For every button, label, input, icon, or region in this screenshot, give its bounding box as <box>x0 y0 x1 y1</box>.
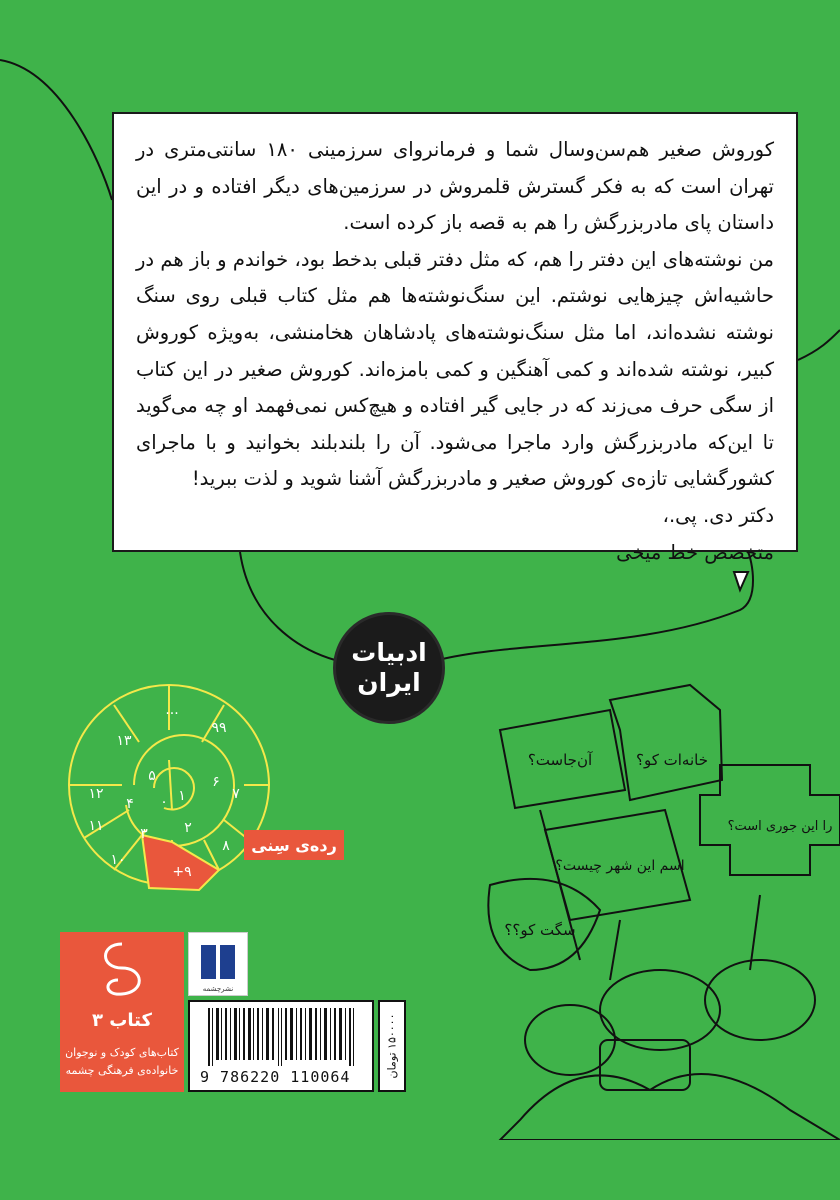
bubble-5: سگت کو؟؟ <box>504 921 576 939</box>
age-outer-10: ۱۰ <box>110 852 126 868</box>
blurb-paragraph-2: من نوشته‌های این دفتر را هم، که مثل دفتر قبلی بدخط بود، خواندم و باز هم در حاشیه‌اش چیزهایی نوشتم. این سنگ‌نوشته‌ها هم مثل کتاب قبلی روی سنگ نوشته نشده‌اند، اما مثل سنگ‌نوشته‌های پادشاهان هخامنشی، به‌ویژه کوروش کبیر، نوشته شده‌اند و کمی آهنگین و کمی بامزه‌اند. کوروش صغیر در این کتاب از سگی حرف می‌زند که در جایی گیر افتاده و هیچ‌کس نمی‌فهمد او چه می‌گوید تا این‌که مادربزرگش وارد ماجرا می‌شود. آن را بلندبلند بخوانید و با ماجرای کشورگشایی تازه‌ی کوروش صغیر و مادربزرگش آشنا شوید و لذت ببرید! <box>136 247 774 491</box>
isbn-number: 9 786220 110064 <box>200 1068 351 1086</box>
children-illustration <box>460 670 840 1140</box>
age-outer-13: ۱۳ <box>116 733 132 749</box>
age-outer-99: ۹۹ <box>211 720 227 736</box>
bubble-3: اسم این شهر چیست؟ <box>555 858 685 874</box>
age-inner-0: ۰ <box>160 794 168 810</box>
age-outer-7: ۷ <box>232 786 240 802</box>
bubble-2: خانه‌ات کو؟ <box>636 751 708 769</box>
bubble-4: را این جوری است؟ <box>727 819 833 834</box>
age-inner-1: ۱ <box>178 788 186 804</box>
age-range-label: رده‌ی سِنی <box>244 830 344 860</box>
age-outer-9plus: +۹ <box>172 864 192 880</box>
price-box <box>378 1000 406 1092</box>
imprint-brand: کتاب ۳ <box>92 1010 152 1031</box>
back-cover-blurb <box>112 112 798 564</box>
bubble-1: آن‌جاست؟ <box>527 751 593 769</box>
age-outer-11: ۱۱ <box>88 818 104 834</box>
signature-title: متخصص خط میخی <box>616 540 774 564</box>
age-inner-2: ۲ <box>184 820 192 836</box>
publisher-logo <box>188 932 248 996</box>
imprint-line-2: خانواده‌ی فرهنگی چشمه <box>65 1064 179 1077</box>
age-inner-4: ۴ <box>126 796 134 812</box>
age-inner-3: ۳ <box>140 826 148 842</box>
series-badge <box>333 612 445 724</box>
age-outer-12: ۱۲ <box>88 786 104 802</box>
imprint-line-1: کتاب‌های کودک و نوجوان <box>65 1046 179 1059</box>
age-outer-8: ۸ <box>222 838 230 854</box>
spiral-icon <box>60 932 184 1012</box>
barcode-bars <box>190 1008 372 1072</box>
age-outer-ellipsis: ... <box>165 702 179 718</box>
publisher-name: نشرچشمه <box>202 985 234 993</box>
age-inner-5: ۵ <box>148 768 156 784</box>
blurb-paragraph-1: کوروش صغیر هم‌سن‌وسال شما و فرمانروای سرزمینی ۱۸۰ سانتی‌متری در تهران است که به فکر گسترش قلمروش در سرزمین‌های دیگر افتاده و در این داستان پای مادربزرگش را هم به قصه باز کرده است. <box>136 138 774 235</box>
signature-name: دکتر دی. پی.، <box>662 503 774 527</box>
price-text: ۱۵۰۰۰۰ تومان <box>385 1013 399 1079</box>
badge-line-1: ادبیات <box>351 638 427 667</box>
age-inner-6: ۶ <box>212 774 220 790</box>
badge-line-2: ایران <box>357 668 421 697</box>
imprint-logo <box>60 932 184 1092</box>
book-icon <box>189 937 247 985</box>
age-range-chart <box>54 680 334 920</box>
isbn-barcode <box>188 1000 374 1092</box>
